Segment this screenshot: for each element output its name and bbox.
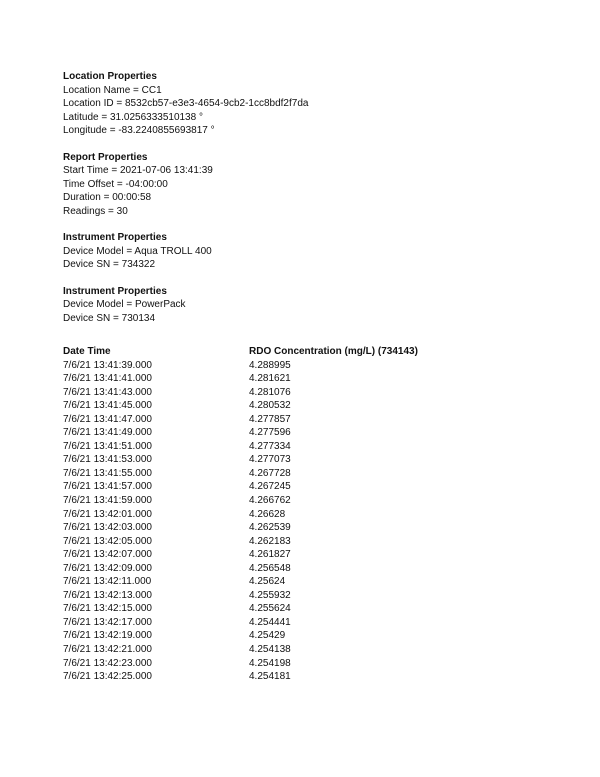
start-time: Start Time = 2021-07-06 13:41:39 [63,165,213,176]
instrument-properties-section-1 [63,231,563,272]
cell-date-time: 7/6/21 13:41:49.000 [63,427,152,439]
cell-date-time: 7/6/21 13:42:07.000 [63,549,152,561]
table-row [63,372,563,386]
cell-rdo-concentration: 4.277073 [249,454,291,466]
cell-rdo-concentration: 4.277334 [249,440,291,452]
cell-date-time: 7/6/21 13:42:19.000 [63,630,152,642]
table-body [63,359,563,684]
cell-date-time: 7/6/21 13:42:09.000 [63,562,152,574]
cell-date-time: 7/6/21 13:41:45.000 [63,400,152,412]
cell-rdo-concentration: 4.254441 [249,616,291,628]
device-sn-2: Device SN = 730134 [63,312,156,324]
table-row [63,535,563,549]
cell-date-time: 7/6/21 13:41:57.000 [63,481,152,493]
cell-rdo-concentration: 4.277596 [249,427,291,439]
cell-date-time: 7/6/21 13:41:53.000 [63,454,152,466]
cell-rdo-concentration: 4.25429 [249,630,286,642]
cell-rdo-concentration: 4.262183 [249,535,291,547]
table-row [63,589,563,603]
table-header-row [63,345,563,359]
table-row [63,521,563,535]
table-row [63,602,563,616]
instrument-properties-section-2 [63,285,563,326]
table-row [63,494,563,508]
time-offset: Time Offset = -04:00:00 [63,178,168,190]
table-row [63,616,563,630]
cell-rdo-concentration: 4.25624 [249,576,286,588]
cell-date-time: 7/6/21 13:42:23.000 [63,657,152,669]
cell-rdo-concentration: 4.266762 [249,495,291,507]
report-properties-title: Report Properties [63,151,148,163]
location-properties-title: Location Properties [63,71,157,82]
instrument-properties-title-1: Instrument Properties [63,232,167,243]
duration: Duration = 00:00:58 [63,192,152,203]
header-rdo-concentration: RDO Concentration (mg/L) (734143) [249,346,418,357]
cell-rdo-concentration: 4.267245 [249,481,291,493]
table-row [63,467,563,481]
device-sn-1: Device SN = 734322 [63,259,156,270]
cell-date-time: 7/6/21 13:42:03.000 [63,522,152,534]
table-row [63,657,563,671]
cell-date-time: 7/6/21 13:42:13.000 [63,589,152,601]
cell-date-time: 7/6/21 13:41:51.000 [63,440,152,452]
table-row [63,562,563,576]
table-row [63,453,563,467]
cell-rdo-concentration: 4.281621 [249,373,291,385]
cell-date-time: 7/6/21 13:41:41.000 [63,373,152,385]
cell-rdo-concentration: 4.281076 [249,386,291,398]
cell-rdo-concentration: 4.277857 [249,413,291,425]
cell-date-time: 7/6/21 13:42:01.000 [63,508,152,520]
table-row [63,548,563,562]
report-page [63,70,563,684]
cell-date-time: 7/6/21 13:41:39.000 [63,359,152,371]
table-row [63,575,563,589]
cell-rdo-concentration: 4.256548 [249,562,291,574]
cell-rdo-concentration: 4.288995 [249,359,291,371]
header-date-time: Date Time [63,346,111,357]
cell-rdo-concentration: 4.26628 [249,508,286,520]
readings: Readings = 30 [63,205,128,217]
cell-rdo-concentration: 4.255932 [249,589,291,601]
cell-rdo-concentration: 4.254198 [249,657,291,669]
device-model-1: Device Model = Aqua TROLL 400 [63,245,212,257]
table-row [63,426,563,440]
instrument-properties-title-2: Instrument Properties [63,285,167,297]
table-row [63,413,563,427]
location-name: Location Name = CC1 [63,84,162,96]
cell-rdo-concentration: 4.261827 [249,549,291,561]
device-model-2: Device Model = PowerPack [63,299,186,310]
location-properties-section [63,70,563,138]
report-properties-section [63,151,563,219]
cell-rdo-concentration: 4.267728 [249,467,291,479]
table-row [63,359,563,373]
cell-date-time: 7/6/21 13:42:11.000 [63,576,152,588]
cell-date-time: 7/6/21 13:42:17.000 [63,616,152,628]
cell-date-time: 7/6/21 13:41:47.000 [63,413,152,425]
cell-date-time: 7/6/21 13:41:55.000 [63,467,152,479]
table-row [63,629,563,643]
readings-table [63,345,563,684]
cell-rdo-concentration: 4.255624 [249,603,291,615]
table-row [63,440,563,454]
cell-rdo-concentration: 4.280532 [249,400,291,412]
cell-rdo-concentration: 4.254138 [249,644,291,656]
cell-date-time: 7/6/21 13:42:21.000 [63,644,152,656]
location-id: Location ID = 8532cb57-e3e3-4654-9cb2-1cc8bdf2f7da [63,98,309,109]
cell-date-time: 7/6/21 13:42:15.000 [63,603,152,615]
cell-date-time: 7/6/21 13:41:59.000 [63,495,152,507]
cell-rdo-concentration: 4.262539 [249,522,291,534]
cell-date-time: 7/6/21 13:42:25.000 [63,671,152,683]
table-row [63,670,563,684]
table-row [63,508,563,522]
table-row [63,643,563,657]
longitude: Longitude = -83.2240855693817 ° [63,125,215,136]
table-row [63,399,563,413]
cell-rdo-concentration: 4.254181 [249,671,291,683]
cell-date-time: 7/6/21 13:42:05.000 [63,535,152,547]
table-row [63,480,563,494]
table-row [63,386,563,400]
latitude: Latitude = 31.0256333510138 ° [63,111,203,123]
cell-date-time: 7/6/21 13:41:43.000 [63,386,152,398]
